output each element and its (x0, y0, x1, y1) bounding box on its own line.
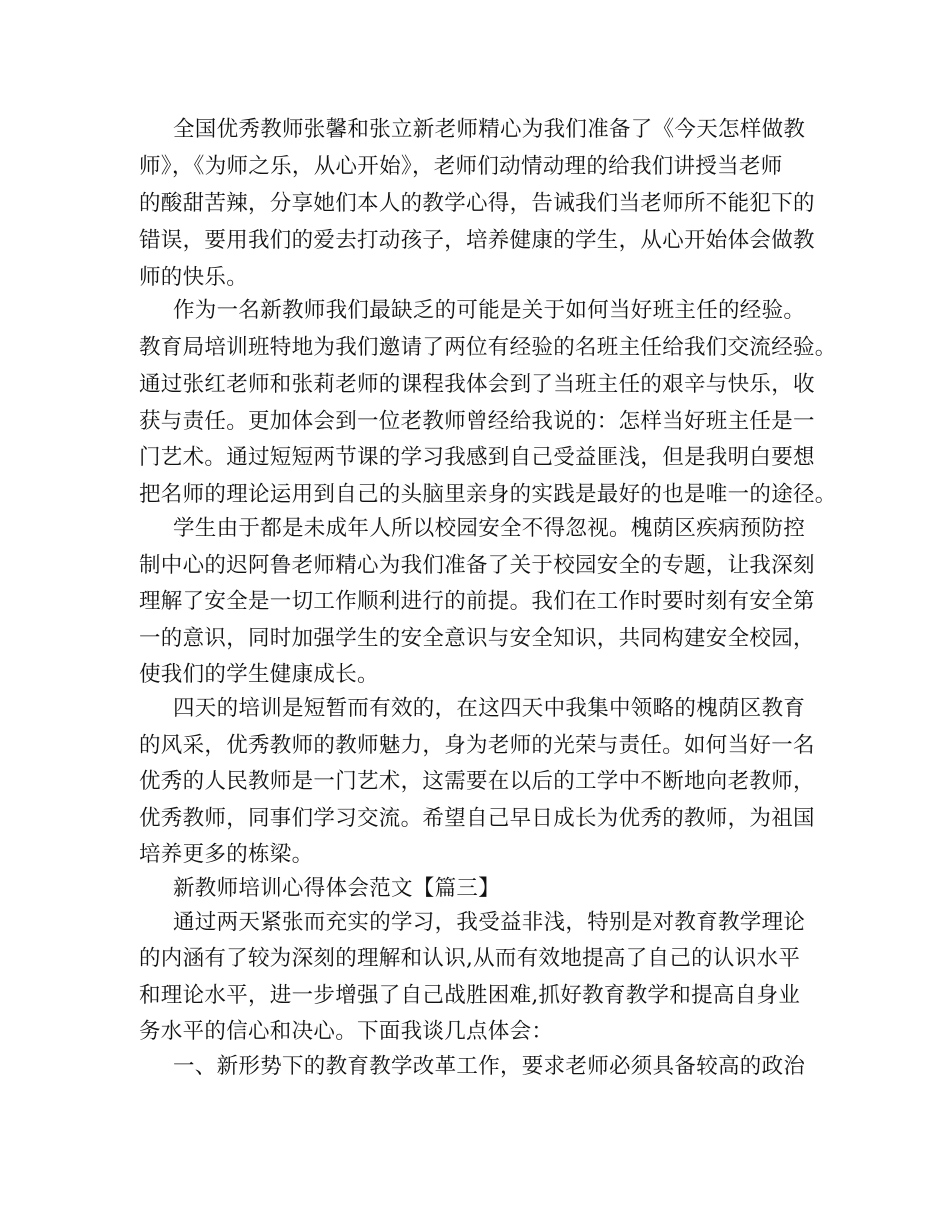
paragraph-line: 一的意识，同时加强学生的安全意识与安全知识，共同构建安全校园， (139, 626, 815, 651)
section-heading: 新教师培训心得体会范文【篇三】 (173, 876, 501, 901)
paragraph-line: 理解了安全是一切工作顺利进行的前提。我们在工作时要时刻有安全第 (139, 589, 815, 614)
paragraph-line: 优秀的人民教师是一门艺术，这需要在以后的工学中不断地向老教师， (139, 769, 815, 794)
paragraph-line: 获与责任。更加体会到一位老教师曾经给我说的：怎样当好班主任是一 (139, 409, 815, 434)
paragraph-line: 作为一名新教师我们最缺乏的可能是关于如何当好班主任的经验。 (173, 298, 806, 323)
paragraph-line: 门艺术。通过短短两节课的学习我感到自己受益匪浅，但是我明白要想 (139, 445, 815, 470)
paragraph-line: 通过两天紧张而充实的学习，我受益非浅，特别是对教育教学理论 (173, 910, 806, 935)
paragraph-line: 和理论水平，进一步增强了自己战胜困难,抓好教育教学和提高自身业 (139, 983, 801, 1008)
paragraph-line: 的酸甜苦辣，分享她们本人的教学心得，告诫我们当老师所不能犯下的 (139, 191, 815, 216)
paragraph-line: 制中心的迟阿鲁老师精心为我们准备了关于校园安全的专题，让我深刻 (139, 553, 815, 578)
paragraph-line: 培养更多的栋梁。 (139, 842, 314, 867)
paragraph-line: 教育局培训班特地为我们邀请了两位有经验的名班主任给我们交流经验。 (139, 335, 837, 360)
paragraph-line: 把名师的理论运用到自己的头脑里亲身的实践是最好的也是唯一的途径。 (139, 482, 837, 507)
paragraph-line: 的内涵有了较为深刻的理解和认识,从而有效地提高了自己的认识水平 (139, 946, 801, 971)
paragraph-line: 使我们的学生健康成长。 (139, 662, 379, 687)
paragraph-line: 务水平的信心和决心。下面我谈几点体会： (139, 1019, 554, 1044)
paragraph-line: 的风采，优秀教师的教师魅力，身为老师的光荣与责任。如何当好一名 (139, 733, 815, 758)
paragraph-line: 优秀教师，同事们学习交流。希望自己早日成长为优秀的教师，为祖国 (139, 806, 815, 831)
paragraph-line: 学生由于都是未成年人所以校园安全不得忽视。槐荫区疾病预防控 (173, 516, 806, 541)
paragraph-line: 四天的培训是短暂而有效的，在这四天中我集中领略的槐荫区教育 (173, 696, 806, 721)
paragraph-line: 师》，《为师之乐，从心开始》，老师们动情动理的给我们讲授当老师 (139, 154, 783, 179)
paragraph-line: 通过张红老师和张莉老师的课程我体会到了当班主任的艰辛与快乐，收 (139, 372, 815, 397)
paragraph-line: 一、新形势下的教育教学改革工作，要求老师必须具备较高的政治 (173, 1054, 806, 1079)
paragraph-line: 全国优秀教师张馨和张立新老师精心为我们准备了《今天怎样做教 (173, 117, 806, 142)
paragraph-line: 错误，要用我们的爱去打动孩子，培养健康的学生，从心开始体会做教 (139, 228, 815, 253)
paragraph-line: 师的快乐。 (139, 265, 249, 290)
